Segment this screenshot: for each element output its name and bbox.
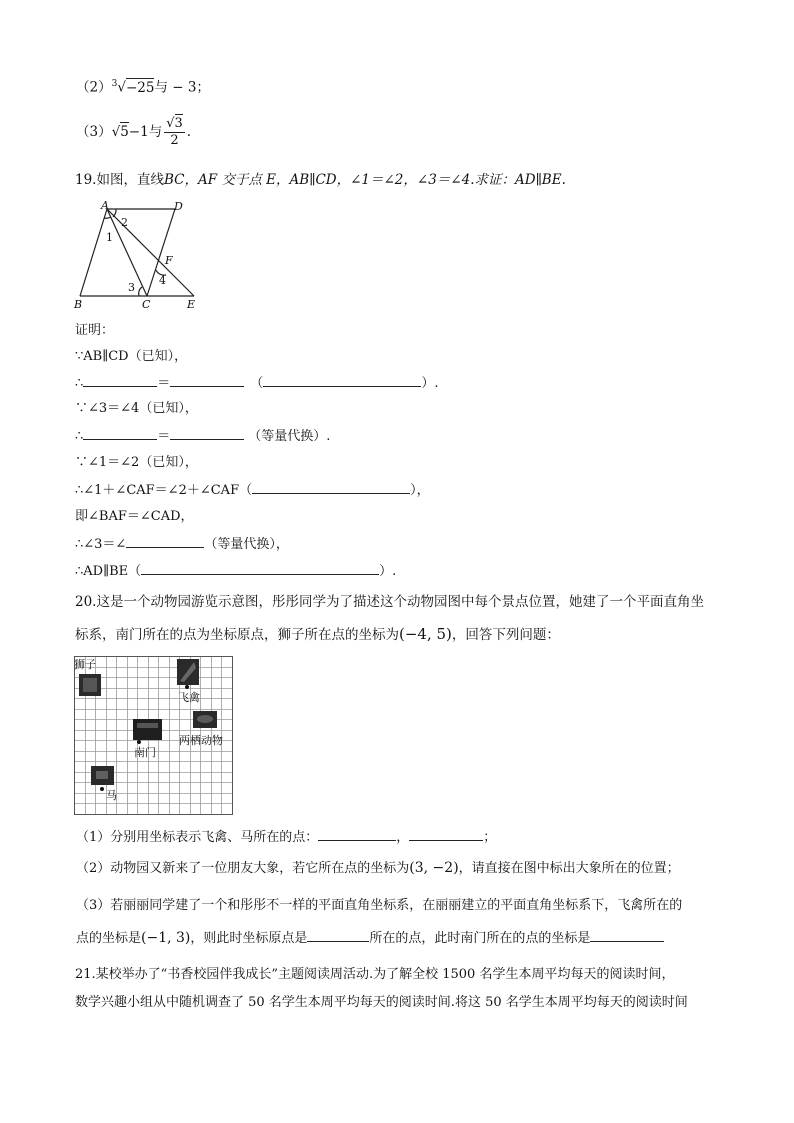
q21-line1: 21.某校举办了“书香校园伴我成长”主题阅读周活动.为了解全校 1500 名学生本周平均每天的阅读时间， bbox=[75, 967, 675, 982]
label-south-gate: 南门 bbox=[134, 746, 156, 759]
radical-sign: √ bbox=[117, 79, 126, 96]
label-4: 4 bbox=[159, 274, 166, 287]
label-birds: 飞禽 bbox=[178, 691, 200, 704]
proof-line-2: ∴ ＝ （ ）. bbox=[75, 376, 439, 391]
proof-line-6: ∴∠1＋∠CAF＝∠2＋∠CAF（ ）， bbox=[75, 483, 430, 498]
q20-part1: （1）分别用坐标表示飞禽、马所在的点： ， ； bbox=[76, 830, 497, 845]
label-amphibians: 两栖动物 bbox=[179, 734, 223, 747]
proof-heading: 证明： bbox=[75, 323, 115, 338]
zoo-map bbox=[74, 656, 234, 816]
answer-blank[interactable] bbox=[252, 481, 410, 494]
q20-part2: （2）动物园又新来了一位朋友大象，若它所在点的坐标为(3, −2)，请直接在图中标出大象所在的位置； bbox=[76, 860, 680, 876]
angle-arc-3 bbox=[139, 287, 142, 296]
answer-blank[interactable] bbox=[263, 374, 421, 387]
angle-arc-2 bbox=[113, 209, 116, 217]
label-1: 1 bbox=[106, 231, 113, 244]
south-gate-icon bbox=[133, 719, 162, 740]
proof-line-1: ∵AB∥CD（已知）， bbox=[75, 349, 188, 364]
proof-line-5: ∵∠1＝∠2（已知）， bbox=[75, 455, 198, 470]
proof-line-9: ∴AD∥BE（ ）. bbox=[75, 564, 397, 579]
label-e: E bbox=[187, 298, 196, 310]
q19-stem: 19.如图，直线BC，AF 交于点 E，AB∥CD，∠1＝∠2，∠3＝∠4.求证：AD∥BE. bbox=[75, 172, 566, 188]
label-c: C bbox=[142, 298, 151, 310]
q20-part3-line2: 点的坐标是(−1, 3)，则此时坐标原点是 所在的点，此时南门所在的点的坐标是 bbox=[76, 929, 664, 948]
answer-blank[interactable] bbox=[409, 828, 483, 841]
answer-blank[interactable] bbox=[590, 929, 664, 942]
q20-stem-line2: 标系，南门所在的点为坐标原点，狮子所在点的坐标为(−4, 5)，回答下列问题： bbox=[75, 625, 560, 643]
proof-line-8: ∴∠3＝∠ （等量代换）， bbox=[75, 537, 289, 552]
answer-blank[interactable] bbox=[170, 427, 244, 440]
q20-stem-line1: 20.这是一个动物园游览示意图，彤彤同学为了描述这个动物园图中每个景点位置，她建了一个平面直角坐 bbox=[75, 594, 704, 610]
label-f: F bbox=[165, 254, 173, 267]
answer-blank[interactable] bbox=[141, 562, 379, 575]
label-horse: 马 bbox=[106, 789, 117, 802]
answer-blank[interactable] bbox=[83, 427, 157, 440]
answer-blank[interactable] bbox=[307, 929, 369, 942]
q21-line2: 数学兴趣小组从中随机调查了 50 名学生本周平均每天的阅读时间.将这 50 名学生本周平均每天的阅读时间 bbox=[75, 995, 688, 1010]
segment-ab bbox=[80, 209, 107, 296]
proof-line-3: ∵∠3＝∠4（已知）， bbox=[75, 401, 198, 416]
fraction: $\frac{√3}{2}$ bbox=[166, 116, 183, 148]
q19-figure bbox=[70, 198, 205, 310]
q18-part2: $(2)^3√-25$与 − 3； bbox=[76, 79, 210, 96]
q20-part3-line1: （3）若丽丽同学建了一个和彤彤不一样的平面直角坐标系，在丽丽建立的平面直角坐标系下，飞禽所在的 bbox=[76, 898, 683, 913]
label-a: A bbox=[101, 199, 109, 212]
label-2: 2 bbox=[121, 216, 128, 229]
answer-blank[interactable] bbox=[170, 374, 244, 387]
radical-sign: √ bbox=[111, 124, 121, 140]
answer-blank[interactable] bbox=[318, 828, 396, 841]
proof-line-4: ∴ ＝ （等量代换）. bbox=[75, 429, 331, 444]
answer-blank[interactable] bbox=[83, 374, 157, 387]
proof-line-7: 即∠BAF＝∠CAD， bbox=[75, 509, 194, 524]
q18-part3: （3）√5−1与 $\frac{√3}{2}$ . bbox=[76, 116, 192, 148]
answer-blank[interactable] bbox=[126, 535, 204, 548]
label-d: D bbox=[174, 200, 183, 213]
label-lion: 狮子 bbox=[74, 658, 96, 671]
label-3: 3 bbox=[128, 281, 135, 294]
label-b: B bbox=[74, 298, 83, 310]
